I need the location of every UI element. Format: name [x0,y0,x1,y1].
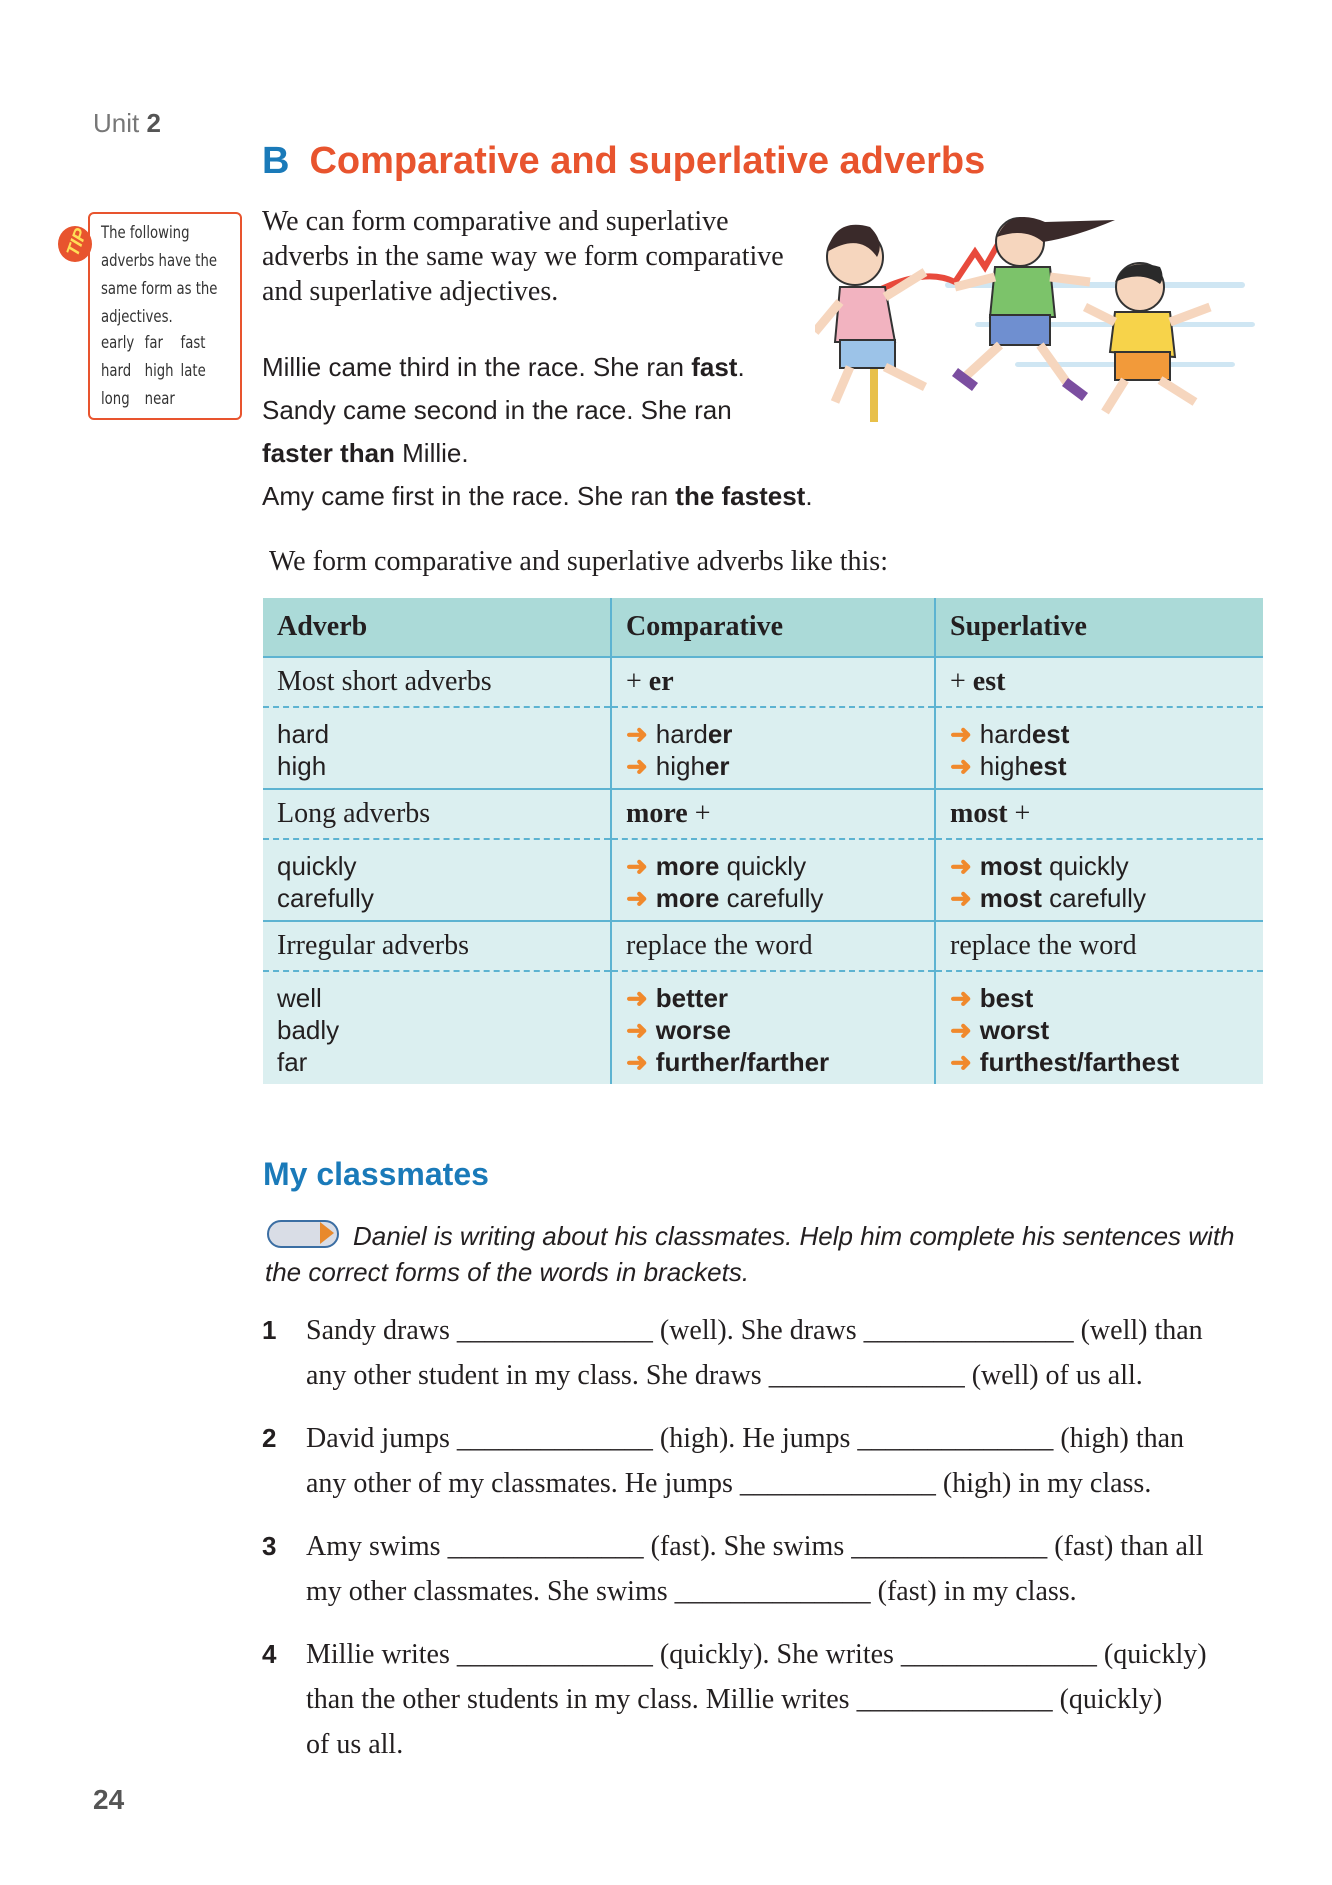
question-number: 1 [262,1315,277,1345]
race-illustration [815,212,1265,427]
example-millie: Millie came third in the race. She ran fast. [262,352,745,382]
section-letter: B [262,140,290,182]
example-amy: Amy came first in the race. She ran the fastest. [262,481,813,511]
table-row [263,657,1263,707]
form-instruction: We form comparative and superlative adverbs like this: [269,546,888,577]
superlative-cell: ➜ best ➜ worst ➜ furthest/farthest [950,983,1180,1077]
tip-word: early [101,333,135,353]
tip-label: TIP [62,225,91,259]
header-adverb: Adverb [263,598,611,657]
rule-cell: most + [935,789,1263,839]
arrow-icon: ➜ [950,983,972,1013]
question-1: 1 Sandy draws ______________ (well). She draws _______________ (well) than any other student in my class. She draws ______________ (well) of us all. [262,1308,1272,1398]
arrow-icon: ➜ [626,719,648,749]
table-row [263,707,1263,789]
arrow-icon: ➜ [950,1047,972,1077]
rule-cell: + er [611,657,935,707]
rule-cell: + est [935,657,1263,707]
tip-word-list [101,329,257,413]
question-2: 2 David jumps ______________ (high). He jumps ______________ (high) than any other of my classmates. He jumps ______________ (high) in my class. [262,1416,1272,1506]
arrow-icon: ➜ [626,851,648,881]
base-cell: quickly carefully [263,839,611,921]
tip-word: hard [101,361,132,381]
arrow-icon: ➜ [950,751,972,781]
arrow-icon: ➜ [950,1015,972,1045]
category-cell: Most short adverbs [263,657,611,707]
intro-paragraph: We can form comparative and superlative adverbs in the same way we form comparative and superlative adjectives. [262,206,784,307]
question-number: 4 [262,1639,277,1669]
example-sandy-line2: faster than Millie. [262,438,469,468]
unit-heading: Unit 2 [93,108,161,138]
example-sandy-line1: Sandy came second in the race. She ran [262,395,732,425]
comparative-cell: ➜ better ➜ worse ➜ further/farther [611,971,935,1084]
section-title: B Comparative and superlative adverbs [262,140,986,182]
tip-word: near [144,389,175,409]
tip-word: fast [180,333,206,353]
comparative-cell: ➜ more quickly ➜ more carefully [611,839,935,921]
arrow-icon: ➜ [626,1047,648,1077]
tip-word: high [144,361,174,381]
comparative-cell: ➜ harder ➜ higher [611,707,935,789]
rule-cell: replace the word [611,921,935,971]
superlative-cell: ➜ hardest ➜ highest [950,719,1070,781]
category-cell: Irregular adverbs [263,921,611,971]
table-row [263,971,1263,1084]
base-cell: well badly far [263,971,611,1084]
table-header-row [263,598,1263,657]
arrow-icon: ➜ [950,883,972,913]
arrow-icon: ➜ [626,983,648,1013]
arrow-icon: ➜ [950,719,972,749]
question-number: 3 [262,1531,277,1561]
tip-text: The following adverbs have the same form as the adjectives. [101,223,218,327]
arrow-icon: ➜ [626,883,648,913]
arrow-icon: ➜ [950,851,972,881]
question-3: 3 Amy swims ______________ (fast). She swims ______________ (fast) than all my other classmates. She swims ______________ (fast) in my class. [262,1524,1272,1614]
tip-word: long [101,389,130,409]
table-row [263,789,1263,839]
header-comparative: Comparative [611,598,935,657]
page-number: 24 [93,1784,125,1815]
arrow-icon: ➜ [626,751,648,781]
superlative-cell: ➜ most quickly ➜ most carefully [950,851,1146,913]
table-row [263,839,1263,921]
question-4: 4 Millie writes ______________ (quickly). She writes ______________ (quickly) than the other students in my class. Millie writes ______________ (quickly) of us all. [262,1632,1272,1767]
base-cell: hard high [263,707,611,789]
tip-word: late [180,361,206,381]
table-row [263,921,1263,971]
exercise-title: My classmates [263,1156,489,1192]
question-number: 2 [262,1423,277,1453]
exercise-instruction: Daniel is writing about his classmates. Help him complete his sentences with the correct forms of the words in brackets. [265,1221,1235,1287]
rule-cell: more + [611,789,935,839]
category-cell: Long adverbs [263,789,611,839]
arrow-icon: ➜ [626,1015,648,1045]
adverb-forms-table [263,598,1263,1084]
header-superlative: Superlative [935,598,1263,657]
rule-cell: replace the word [935,921,1263,971]
tip-word: far [144,333,163,353]
